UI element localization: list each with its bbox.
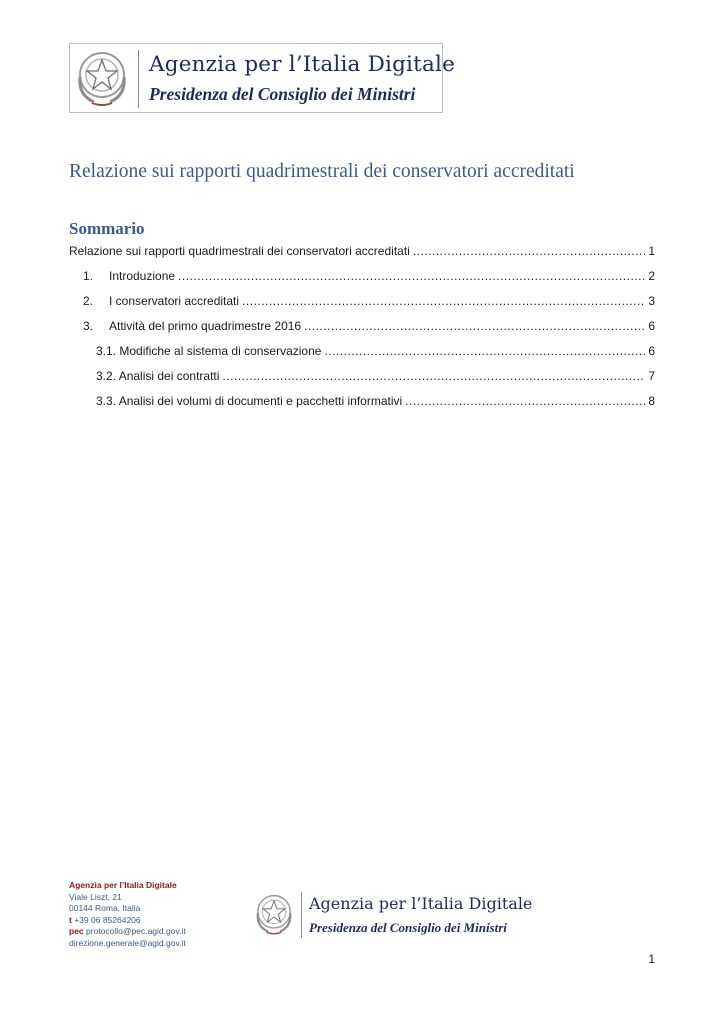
- toc-entry[interactable]: [96, 368, 655, 384]
- toc-entry-page: 3: [648, 294, 655, 308]
- footer-address-city: 00144 Roma, Italia: [69, 903, 141, 914]
- toc-entry-label: I conservatori accreditati: [109, 294, 240, 308]
- toc-entry-page: 6: [648, 344, 655, 358]
- toc-entry-page: 2: [648, 269, 655, 283]
- toc-heading: Sommario: [69, 219, 145, 238]
- page-number: 1: [648, 952, 655, 966]
- header-logo: [69, 43, 455, 113]
- toc-leader: [324, 343, 645, 359]
- toc-entry[interactable]: [69, 243, 655, 259]
- italian-republic-emblem-icon: [252, 890, 296, 938]
- toc-leader: [222, 368, 645, 384]
- toc-entry-label: Introduzione: [109, 269, 176, 283]
- footer-logo: [252, 888, 533, 944]
- toc-entry-label: 3.3. Analisi dei volumi di documenti e pacchetti informativi: [96, 394, 403, 408]
- footer-logo-agency-name: Agenzia per l’Italia Digitale: [309, 894, 533, 913]
- toc-leader: [405, 393, 645, 409]
- footer-phone: [69, 915, 186, 927]
- toc-entry[interactable]: [83, 293, 655, 309]
- toc-entry-label: Attività del primo quadrimestre 2016: [109, 319, 302, 333]
- toc-entry[interactable]: [83, 318, 655, 334]
- footer-logo-presidency-name: Presidenza del Consiglio dei Ministri: [309, 920, 507, 935]
- footer-phone-value: +39 06 85264206: [74, 914, 141, 925]
- logo-agency-name: Agenzia per l’Italia Digitale: [149, 52, 455, 77]
- footer-address-street: Viale Liszt, 21: [69, 891, 122, 902]
- footer-contact: [69, 880, 186, 950]
- logo-divider: [138, 50, 139, 108]
- italian-republic-emblem-icon: [72, 47, 132, 109]
- document-title: Relazione sui rapporti quadrimestrali dei conservatori accreditati: [69, 161, 575, 182]
- footer-logo-divider: [301, 892, 302, 938]
- toc-entry-label: 3.1. Modifiche al sistema di conservazione: [96, 344, 322, 358]
- toc-entry-page: 1: [648, 244, 655, 258]
- toc-entry[interactable]: [83, 268, 655, 284]
- toc-entry-number: 3.: [83, 319, 94, 333]
- footer-pec-label: pec: [69, 926, 84, 937]
- toc-entry-page: 7: [648, 369, 655, 383]
- toc-entry-page: 8: [648, 394, 655, 408]
- footer-email[interactable]: direzione.generale@agid.gov.it: [69, 937, 186, 948]
- toc-entry[interactable]: [96, 393, 655, 409]
- toc-entry-label: 3.2. Analisi dei contratti: [96, 369, 220, 383]
- footer-org-name: Agenzia per l’Italia Digitale: [69, 880, 177, 890]
- footer-phone-label: t: [69, 914, 72, 925]
- toc-entry[interactable]: [96, 343, 655, 359]
- toc-entry-number: 2.: [83, 294, 94, 308]
- toc-entry-page: 6: [648, 319, 655, 333]
- toc-leader: [242, 293, 645, 309]
- footer-pec-value[interactable]: protocollo@pec.agid.gov.it: [86, 926, 186, 937]
- toc-entry-label: Relazione sui rapporti quadrimestrali dei conservatori accreditati: [69, 244, 410, 258]
- toc-leader: [178, 268, 645, 284]
- toc-leader: [413, 243, 645, 259]
- logo-presidency-name: Presidenza del Consiglio dei Ministri: [149, 84, 416, 104]
- toc-leader: [304, 318, 645, 334]
- toc-entry-number: 1.: [83, 269, 94, 283]
- footer-pec: [69, 926, 186, 938]
